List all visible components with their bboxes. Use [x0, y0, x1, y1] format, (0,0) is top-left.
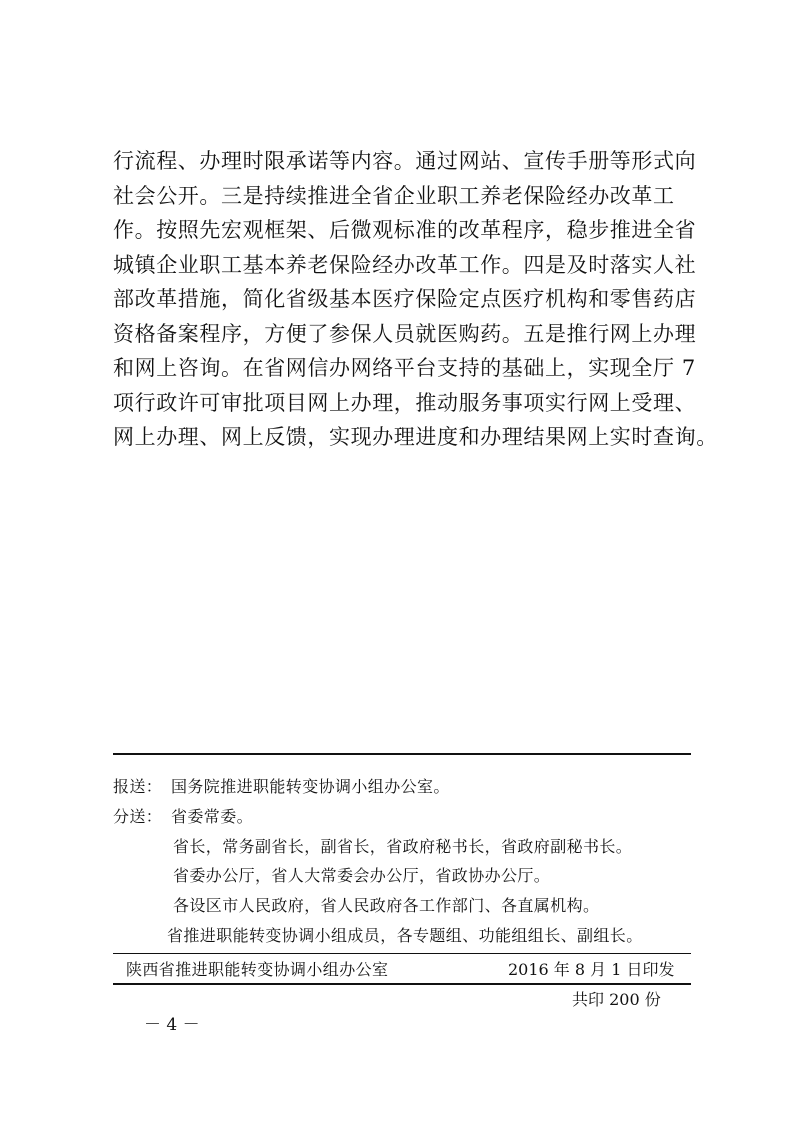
body-line: 网上办理、网上反馈，实现办理进度和办理结果网上实时查询。: [113, 425, 718, 449]
page-number: － 4 －: [144, 1015, 200, 1035]
body-line: 城镇企业职工基本养老保险经办改革工作。四是及时落实人社: [113, 252, 697, 277]
report-to-line: [113, 777, 693, 797]
copy-recipient-line: 省长，常务副省长，副省长，省政府秘书长，省政府副秘书长。: [173, 837, 633, 856]
body-paragraph: [113, 144, 718, 455]
copy-recipient-line: 省委办公厅，省人大常委会办公厅，省政协办公厅。: [173, 866, 551, 885]
body-line: 行流程、办理时限承诺等内容。通过网站、宣传手册等形式向: [113, 149, 697, 173]
issuer-divider: [113, 953, 691, 954]
copy-recipient-line: 省推进职能转变协调小组成员，各专题组、功能组组长、副组长。: [167, 926, 643, 945]
issuer-bottom-rule: [113, 983, 691, 985]
body-line: 资格备案程序，方便了参保人员就医购药。五是推行网上办理: [113, 321, 697, 346]
body-line: 社会公开。三是持续推进全省企业职工养老保险经办改革工: [113, 183, 675, 208]
issuing-office: 陕西省推进职能转变协调小组办公室: [126, 960, 389, 979]
issue-date: 2016 年 8 月 1 日印发: [508, 960, 675, 979]
copy-to-line: [113, 807, 693, 827]
copy-label: 分送：: [113, 807, 163, 826]
print-copies: 共印 200 份: [572, 990, 661, 1009]
body-line: 部改革措施，简化省级基本医疗保险定点医疗机构和零售药店: [113, 287, 697, 311]
report-label: 报送：: [113, 777, 163, 796]
distribution-top-rule: [113, 753, 691, 755]
copy-recipient-line: 各设区市人民政府，省人民政府各工作部门、各直属机构。: [173, 896, 600, 915]
copy-recipient: 省委常委。: [171, 807, 254, 826]
report-recipient: 国务院推进职能转变协调小组办公室。: [171, 777, 450, 796]
body-line: 作。按照先宏观框架、后微观标准的改革程序，稳步推进全省: [113, 218, 697, 242]
body-line: 项行政许可审批项目网上办理，推动服务事项实行网上受理、: [113, 390, 697, 415]
body-line: 和网上咨询。在省网信办网络平台支持的基础上，实现全厅 7: [113, 356, 696, 380]
